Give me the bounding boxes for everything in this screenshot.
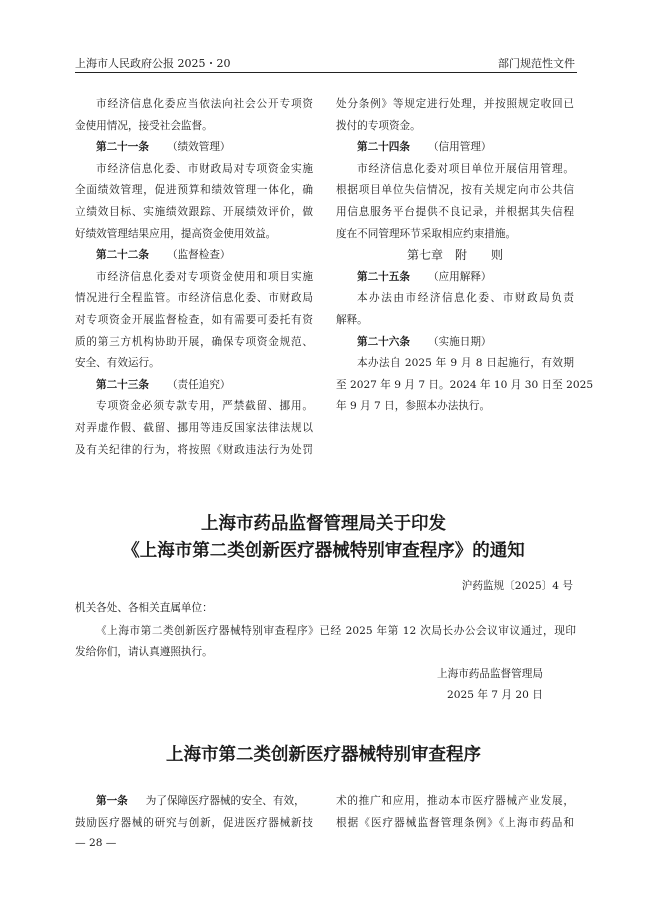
- article-text: （绩效管理）: [166, 141, 231, 154]
- header-divider: [75, 72, 577, 73]
- text-line: 及有关纪律的行为，将按照《财政违法行为处罚: [75, 443, 313, 456]
- article-heading: [336, 269, 574, 291]
- text-line: 本办法由市经济信息化委、市财政局负责: [357, 292, 574, 305]
- article-text: （责任追究）: [166, 378, 231, 391]
- page-number: — 28 —: [75, 837, 117, 849]
- text-line: 拨付的专项资金。: [336, 119, 421, 132]
- text-line: 根据项目单位失信情况，按有关规定向市公共信: [336, 184, 574, 197]
- text-line: 年 9 月 7 日，参照本办法执行。: [336, 400, 491, 413]
- text-line: 情况进行全程监管。市经济信息化委、市财政局: [75, 292, 313, 305]
- article-text: （应用解释）: [427, 270, 492, 283]
- notice-body-line1: 《上海市第二类创新医疗器械特别审查程序》已经 2025 年第 12 次局长办公会议审议通过，现印: [96, 625, 576, 637]
- notice-body-line2: 发给你们，请认真遵照执行。: [75, 646, 213, 658]
- left-column: [75, 96, 313, 463]
- chapter-heading: 第七章 附 则: [406, 248, 503, 263]
- text-line: 全面绩效管理，促进预算和绩效管理一体化，确: [75, 184, 313, 197]
- article-heading: [336, 139, 574, 161]
- article-number: 第二十四条: [357, 141, 410, 154]
- text-line: 度在不同管理环节采取相应约束措施。: [336, 227, 517, 240]
- text-line: 市经济信息化委对专项资金使用和项目实施: [96, 270, 313, 283]
- notice-date: 2025 年 7 月 20 日: [447, 689, 543, 701]
- text-line: 金使用情况，接受社会监督。: [75, 119, 213, 132]
- text-line: 用信息服务平台提供不良记录，并根据其失信程: [336, 205, 574, 218]
- article-text: （监督检查）: [166, 249, 231, 262]
- text-line: 处分条例》等规定进行处理，并按照规定收回已: [336, 98, 574, 110]
- article-number: 第二十五条: [357, 270, 410, 283]
- text-line: 解释。: [336, 313, 368, 326]
- text-line: 好绩效管理结果应用，提高资金使用效益。: [75, 227, 277, 240]
- section-header: 部门规范性文件: [498, 57, 575, 70]
- text-line: 鼓励医疗器械的研究与创新，促进医疗器械新技: [75, 816, 313, 829]
- article-heading: [336, 334, 574, 356]
- addressee: 机关各处、各相关直属单位：: [75, 602, 213, 614]
- article-text: （实施日期）: [427, 335, 492, 348]
- right-column: [336, 96, 594, 420]
- journal-header: 上海市人民政府公报 2025・20: [75, 57, 231, 70]
- text-line: 至 2027 年 9 月 7 日。2024 年 10 月 30 日至 2025: [336, 378, 594, 391]
- article-heading: [75, 793, 313, 815]
- text-line: 术的推广和应用，推动本市医疗器械产业发展，: [336, 795, 574, 807]
- procedure-right-column: [336, 793, 574, 836]
- text-line: 对弄虚作假、截留、挪用等违反国家法律法规以: [75, 421, 313, 434]
- procedure-left-column: [75, 793, 313, 836]
- text-line: 本办法自 2025 年 9 月 8 日起施行，有效期: [357, 357, 574, 370]
- article-number: 第二十六条: [357, 335, 410, 348]
- text-line: 对专项资金开展监督检查，如有需要可委托有资: [75, 313, 313, 326]
- article-text: 为了保障医疗器械的安全、有效，: [145, 795, 305, 807]
- article-heading: [75, 139, 313, 161]
- notice-title-line2: 《上海市第二类创新医疗器械特别审查程序》的通知: [122, 541, 525, 561]
- text-line: 安全、有效运行。: [75, 357, 160, 370]
- document-number: 沪药监规〔2025〕4 号: [461, 580, 573, 592]
- text-line: 根据《医疗器械监督管理条例》《上海市药品和: [336, 816, 574, 829]
- text-line: 质的第三方机构协助开展，确保专项资金规范、: [75, 335, 313, 348]
- text-line: 市经济信息化委对项目单位开展信用管理。: [357, 162, 574, 175]
- text-line: 市经济信息化委、市财政局对专项资金实施: [96, 162, 313, 175]
- article-number: 第二十三条: [96, 378, 149, 391]
- article-heading: [75, 377, 313, 399]
- procedure-title: 上海市第二类创新医疗器械特别审查程序: [166, 745, 481, 765]
- text-line: 专项资金必须专款专用，严禁截留、挪用。: [96, 400, 313, 413]
- article-text: （信用管理）: [427, 141, 492, 154]
- article-number: 第二十二条: [96, 249, 149, 262]
- signature: 上海市药品监督管理局: [437, 668, 543, 680]
- text-line: 立绩效目标、实施绩效跟踪、开展绩效评价，做: [75, 205, 313, 218]
- article-number: 第一条: [96, 795, 128, 807]
- text-line: 市经济信息化委应当依法向社会公开专项资: [96, 98, 313, 110]
- article-heading: [75, 247, 313, 269]
- article-number: 第二十一条: [96, 141, 149, 154]
- notice-title-line1: 上海市药品监督管理局关于印发: [201, 514, 446, 534]
